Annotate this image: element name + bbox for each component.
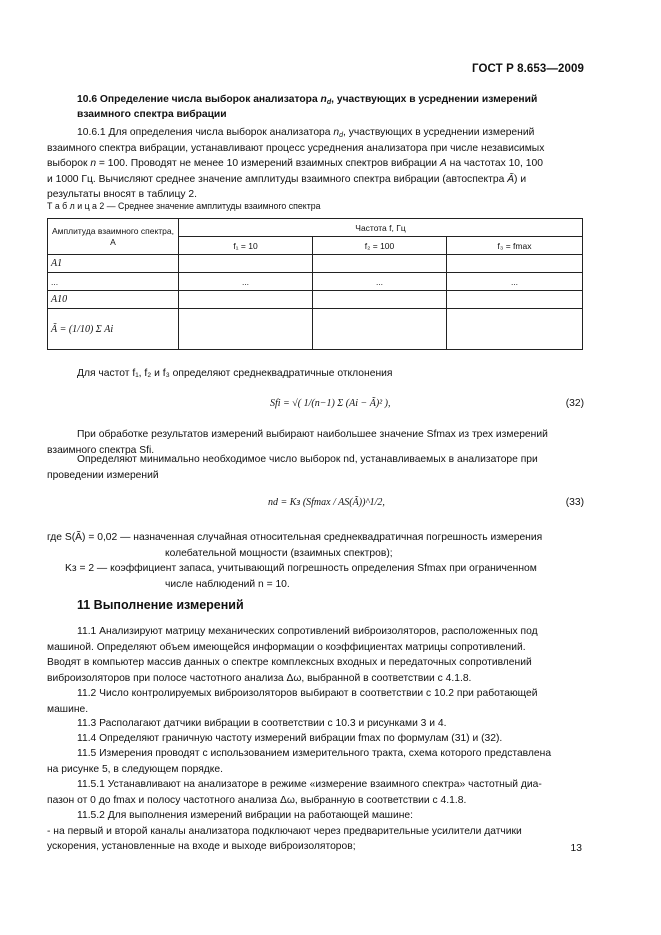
paragraph-11-4: 11.4 Определяют граничную частоту измерений вибрации fmax по формулам (31) и (32). bbox=[77, 733, 503, 744]
table-caption: Т а б л и ц а 2 — Среднее значение амплитуды взаимного спектра bbox=[47, 201, 321, 211]
para-line: 11.2 Число контролируемых виброизоляторов выбирают в соответствии с 10.2 при работающей bbox=[77, 688, 538, 699]
para-line: проведении измерений bbox=[47, 469, 159, 481]
table-cell: ... bbox=[447, 273, 583, 291]
section-10-6-heading bbox=[77, 92, 583, 122]
section-11-title: 11 Выполнение измерений bbox=[77, 598, 244, 612]
paragraph-11-5-2 bbox=[47, 808, 583, 855]
para-line: машиной. Определяют объем имеющейся информации о коэффициентах матрицы сопротивлений. bbox=[47, 641, 526, 653]
where-line bbox=[47, 561, 583, 577]
para-line: При обработке результатов измерений выбирают наибольшее значение Sfmax из трех измерений bbox=[77, 429, 548, 440]
table-cell bbox=[179, 291, 313, 309]
paragraph-11-2 bbox=[47, 686, 583, 717]
where-term: Kз = 2 — bbox=[65, 563, 108, 574]
paragraph-11-1 bbox=[47, 624, 583, 686]
paragraph-sd: Для частот f₁, f₂ и f₃ определяют среднеквадратичные отклонения bbox=[77, 368, 393, 379]
equation-32: Sfi = √( 1/(n−1) Σ (Ai − Ã)² ), bbox=[270, 398, 391, 409]
para-line: выборок n = 100. Проводят не менее 10 измерений взаимных спектров вибрации A на частотах 10, 100 bbox=[47, 158, 543, 169]
where-line: числе наблюдений n = 10. bbox=[165, 578, 290, 590]
row-mean-formula: Ã = (1/10) Σ Ai bbox=[48, 309, 179, 350]
table-cell: ... bbox=[179, 273, 313, 291]
standard-number: ГОСТ Р 8.653—2009 bbox=[472, 63, 584, 75]
where-desc: назначенная случайная относительная среднеквадратичная погрешность измерения bbox=[133, 532, 543, 543]
row-a1: A1 bbox=[48, 255, 179, 273]
para-line: Вводят в компьютер массив данных о спектре комплексных входных и передаточных сопротивлений bbox=[47, 657, 532, 668]
where-desc: коэффициент запаса, учитывающий погрешность определения Sfmax при ограниченном bbox=[110, 563, 537, 574]
table-cell bbox=[313, 291, 447, 309]
page-number: 13 bbox=[570, 843, 582, 854]
table-cell bbox=[179, 255, 313, 273]
table-cell bbox=[447, 309, 583, 350]
f2-header: f₂ = 100 bbox=[313, 237, 447, 255]
heading-line2: взаимного спектра вибрации bbox=[77, 109, 227, 120]
para-line: 11.5.1 Устанавливают на анализаторе в режиме «измерение взаимного спектра» частотный диа- bbox=[77, 779, 542, 790]
para-line: взаимного спектра Sfi. bbox=[47, 444, 155, 456]
table-cell bbox=[447, 255, 583, 273]
row-ellipsis: ... bbox=[48, 273, 179, 291]
equation-33: nd = Kз (Sfmax / AS(Ã))^1/2, bbox=[268, 497, 385, 508]
para-line: на рисунке 5, в следующем порядке. bbox=[47, 763, 223, 775]
where-line bbox=[47, 530, 583, 546]
paragraph-10-6-1 bbox=[47, 125, 583, 203]
equation-32-number: (32) bbox=[565, 398, 584, 409]
where-block bbox=[47, 530, 583, 592]
paragraph-min bbox=[47, 452, 583, 483]
para-line: 11.5.2 Для выполнения измерений вибрации на работающей машине: bbox=[77, 810, 413, 821]
para-line: виброизоляторов при полосе частотного анализа Δω, выбранной в соответствии с 4.1.8. bbox=[47, 672, 472, 684]
table-cell bbox=[447, 291, 583, 309]
row-a10: A10 bbox=[48, 291, 179, 309]
para-line: результаты вносят в таблицу 2. bbox=[47, 189, 197, 200]
f3-header: f₃ = fmax bbox=[447, 237, 583, 255]
para-line: 11.5 Измерения проводят с использованием измерительного тракта, схема которого представлена bbox=[77, 748, 552, 759]
table-cell bbox=[313, 309, 447, 350]
para-line: Определяют минимально необходимое число выборок nd, устанавливаемых в анализаторе при bbox=[77, 454, 538, 465]
para-line: взаимного спектра вибрации, устанавливают процесс усреднения анализатора при числе независимых bbox=[47, 142, 545, 154]
where-term: где S(Ã) = 0,02 — bbox=[47, 532, 131, 543]
table-2 bbox=[47, 218, 583, 350]
table-cell: ... bbox=[313, 273, 447, 291]
where-line: колебательной мощности (взаимных спектров); bbox=[165, 547, 393, 559]
paragraph-11-5-1 bbox=[47, 777, 583, 808]
paragraph-11-5 bbox=[47, 746, 583, 777]
para-line: и 1000 Гц. Вычисляют среднее значение амплитуды взаимного спектра вибрации (автоспектра Ã) и bbox=[47, 173, 527, 185]
para-line: 10.6.1 Для определения числа выборок анализатора $n_d$, участвующих в усреднении измерений bbox=[77, 127, 535, 139]
para-line: 11.1 Анализируют матрицу механических сопротивлений виброизоляторов, расположенных под bbox=[77, 626, 538, 637]
paragraph-11-3: 11.3 Располагают датчики вибрации в соответствии с 10.3 и рисунками 3 и 4. bbox=[77, 718, 447, 729]
para-line: - на первый и второй каналы анализатора подключают через предварительные усилители датчики bbox=[47, 825, 522, 837]
para-line: машине. bbox=[47, 703, 89, 715]
table-cell bbox=[313, 255, 447, 273]
para-line: ускорения, установленные на входе и выходе виброизоляторов; bbox=[47, 841, 356, 852]
equation-33-number: (33) bbox=[565, 497, 584, 508]
f1-header: f₁ = 10 bbox=[179, 237, 313, 255]
col0-header: Амплитуда взаимного спектра, А bbox=[48, 219, 179, 255]
freq-header: Частота f, Гц bbox=[179, 219, 583, 237]
heading-text: 10.6 Определение числа выборок анализатора $n_d$, участвующих в усреднении измерений bbox=[77, 94, 538, 106]
table-cell bbox=[179, 309, 313, 350]
para-line: пазон от 0 до fmax и полосу частотного анализа Δω, выбранную в соответствии с 4.1.8. bbox=[47, 794, 467, 806]
